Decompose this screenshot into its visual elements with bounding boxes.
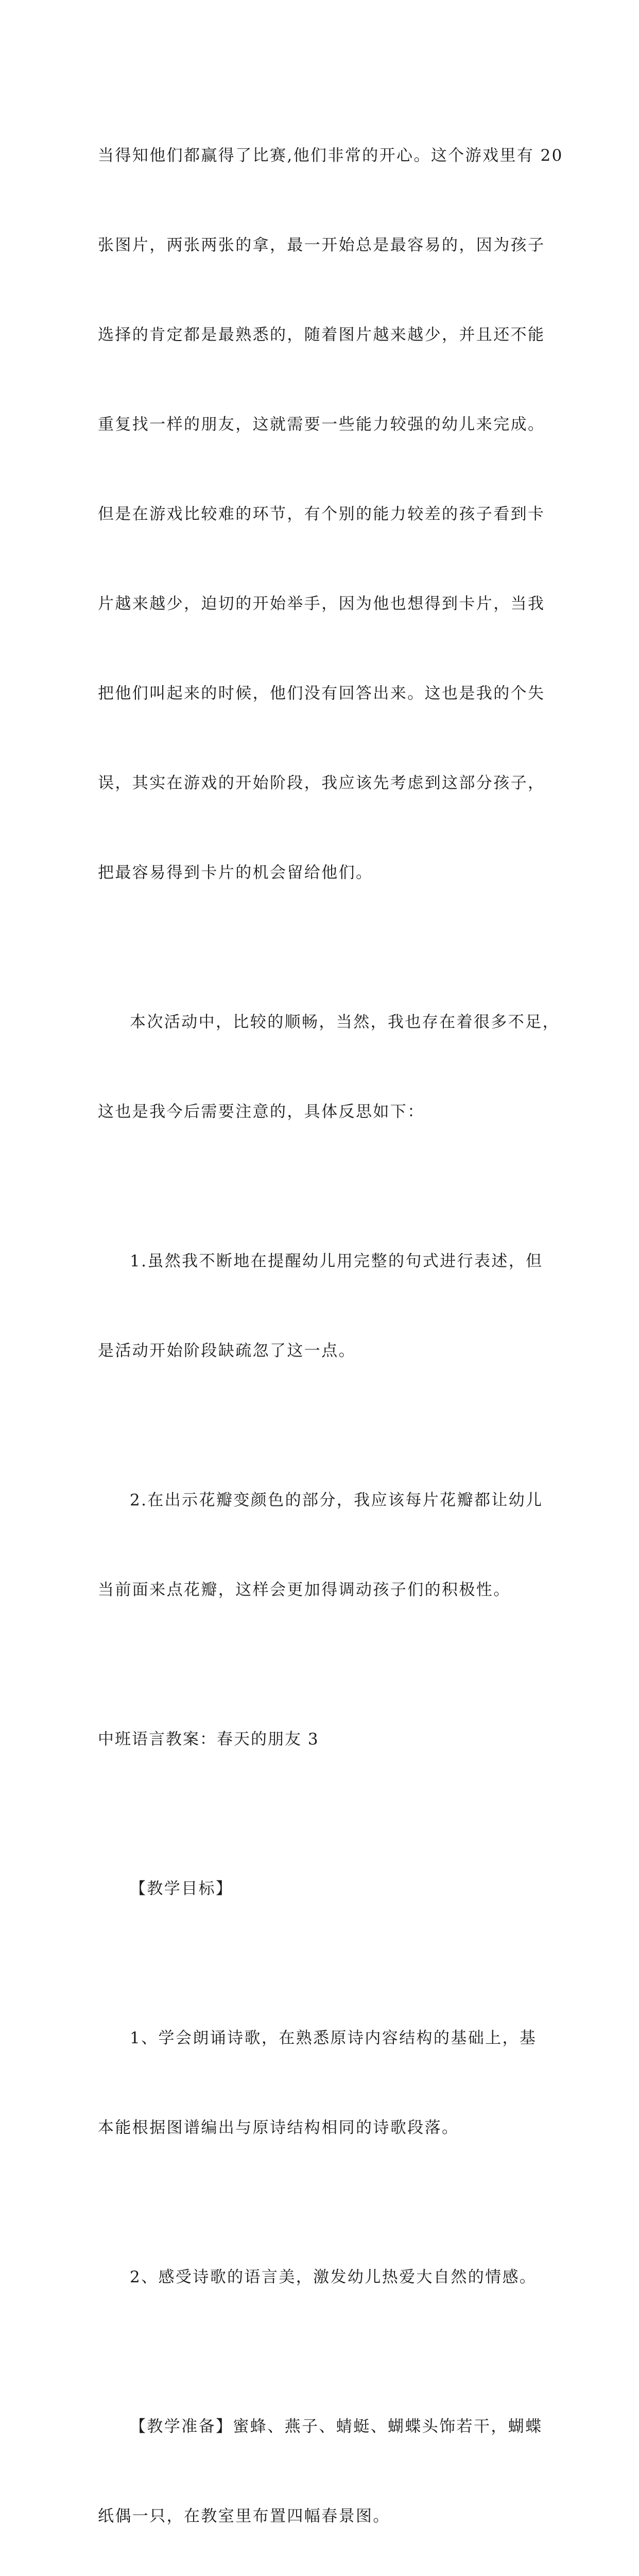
text-line: 本次活动中，比较的顺畅，当然，我也存在着很多不足， [130,1013,560,1031]
text-line: 把最容易得到卡片的机会留给他们。 [98,863,373,882]
text-line: 2.在出示花瓣变颜色的部分，我应该每片花瓣都让幼儿 [130,1491,543,1510]
paragraph-reflection-item-2 [98,1426,546,1665]
text-line: 选择的肯定都是最熟悉的，随着图片越来越少，并且还不能 [98,326,545,344]
text-line: 2、感受诗歌的语言美，激发幼儿热爱大自然的情感。 [130,2268,537,2286]
heading-text: 中班语言教案：春天的朋友 3 [98,1730,319,1749]
text-line: 重复找一样的朋友，这就需要一些能力较强的幼儿来完成。 [98,415,545,434]
section-heading [98,1665,546,1814]
text-line: 1、学会朗诵诗歌，在熟悉原诗内容结构的基础上，基 [130,2029,537,2047]
paragraph-goal-1 [98,1963,546,2202]
text-line: 这也是我今后需要注意的，具体反思如下： [98,1103,425,1121]
text-line: 把他们叫起来的时候，他们没有回答出来。这也是我的个失 [98,684,545,703]
text-line: 但是在游戏比较难的环节，有个别的能力较差的孩子看到卡 [98,505,545,523]
text-line: 是活动开始阶段缺疏忽了这一点。 [98,1342,356,1360]
text-line: 本能根据图谱编出与原诗结构相同的诗歌段落。 [98,2119,459,2137]
text-line: 当得知他们都赢得了比赛,他们非常的开心。这个游戏里有 20 [98,146,563,165]
paragraph-game-reflection [98,81,563,947]
text-line: 当前面来点花瓣，这样会更加得调动孩子们的积极性。 [98,1581,511,1599]
document-body [98,81,563,2576]
text-line: 片越来越少，迫切的开始举手，因为他也想得到卡片，当我 [98,595,545,613]
text-line: 张图片，两张两张的拿，最一开始总是最容易的，因为孩子 [98,236,545,255]
paragraph-teaching-preparation [98,2352,546,2576]
paragraph-reflection-item-1 [98,1187,546,1426]
text-line: 【教学准备】蜜蜂、燕子、蜻蜓、蝴蝶头饰若干，蝴蝶 [130,2417,543,2436]
text-line: 误，其实在游戏的开始阶段，我应该先考虑到这部分孩子， [98,774,545,792]
paragraph-activity-summary [98,947,560,1187]
text-line: 【教学目标】 [130,1879,233,1898]
text-line: 1.虽然我不断地在提醒幼儿用完整的句式进行表述，但 [130,1252,543,1270]
paragraph-teaching-goals-label [98,1814,546,1963]
text-line: 纸偶一只，在教室里布置四幅春景图。 [98,2507,390,2526]
paragraph-goal-2 [98,2202,546,2352]
